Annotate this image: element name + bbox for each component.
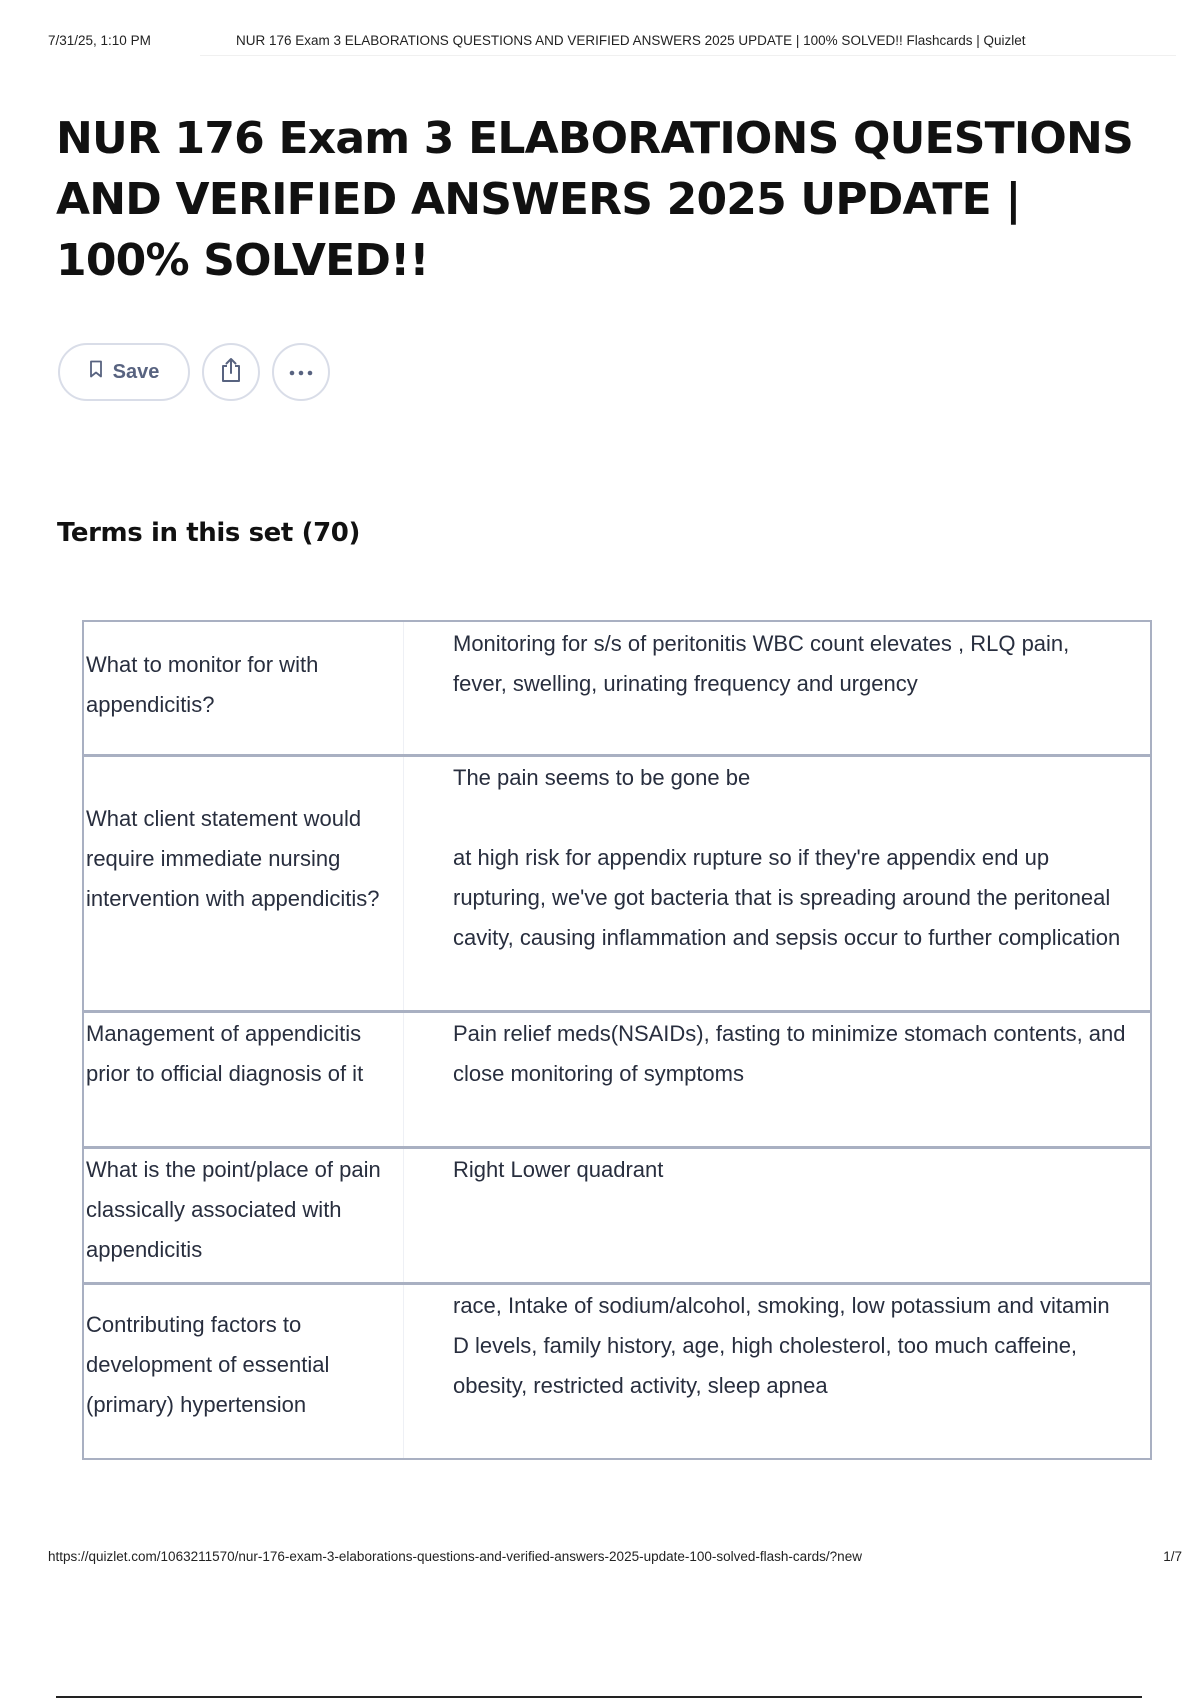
- term-text: Contributing factors to development of essential (primary) hypertension: [84, 1285, 404, 1458]
- term-card[interactable]: [82, 1284, 1152, 1460]
- term-text: What to monitor for with appendicitis?: [84, 622, 404, 754]
- save-button-label: Save: [112, 360, 160, 383]
- definition-text: race, Intake of sodium/alcohol, smoking, low potassium and vitamin D levels, family history, age, high cholesterol, too much caffeine, obesity, restricted activity, sleep apnea: [453, 1293, 1110, 1398]
- term-text: Management of appendicitis prior to official diagnosis of it: [84, 1013, 404, 1146]
- terms-heading: Terms in this set (70): [57, 518, 360, 548]
- term-card[interactable]: [82, 756, 1152, 1012]
- print-footer: [48, 1549, 1182, 1564]
- definition-text: Pain relief meds(NSAIDs), fasting to minimize stomach contents, and close monitoring of symptoms: [453, 1021, 1126, 1086]
- bookmark-icon: [89, 360, 103, 384]
- print-document-title: NUR 176 Exam 3 ELABORATIONS QUESTIONS AND VERIFIED ANSWERS 2025 UPDATE | 100% SOLVED!! Flashcards | Quizlet: [236, 32, 1026, 48]
- print-header: [48, 30, 1182, 50]
- page-url: https://quizlet.com/1063211570/nur-176-exam-3-elaborations-questions-and-verified-answers-2025-update-100-solved-flash-cards/?new: [48, 1549, 862, 1564]
- term-text: What client statement would require immediate nursing intervention with appendicitis?: [84, 757, 404, 1010]
- definition-text: Right Lower quadrant: [453, 1157, 664, 1182]
- terms-list: [82, 620, 1152, 1460]
- page-number: 1/7: [1163, 1549, 1182, 1564]
- share-button[interactable]: [202, 343, 260, 401]
- term-text: What is the point/place of pain classically associated with appendicitis: [84, 1149, 404, 1282]
- set-actions: [58, 343, 330, 401]
- definition-text: Monitoring for s/s of peritonitis WBC count elevates , RLQ pain, fever, swelling, urinating frequency and urgency: [453, 631, 1070, 696]
- save-button[interactable]: [58, 343, 190, 401]
- more-options-button[interactable]: [272, 343, 330, 401]
- page-bottom-divider: [56, 1696, 1142, 1698]
- definition-text: The pain seems to be gone be at high risk for appendix rupture so if they're appendix end up rupturing, we've got bacteria that is spreading around the peritoneal cavity, causing inflammation and sepsis occur to further complication: [453, 765, 1121, 950]
- more-horizontal-icon: [288, 363, 314, 381]
- term-card[interactable]: [82, 1148, 1152, 1284]
- term-card[interactable]: [82, 1012, 1152, 1148]
- header-divider: [200, 55, 1176, 56]
- page-title: NUR 176 Exam 3 ELABORATIONS QUESTIONS AND VERIFIED ANSWERS 2025 UPDATE | 100% SOLVED!!: [56, 113, 1133, 286]
- share-icon: [219, 357, 243, 388]
- print-date: 7/31/25, 1:10 PM: [48, 32, 151, 48]
- term-card[interactable]: [82, 620, 1152, 756]
